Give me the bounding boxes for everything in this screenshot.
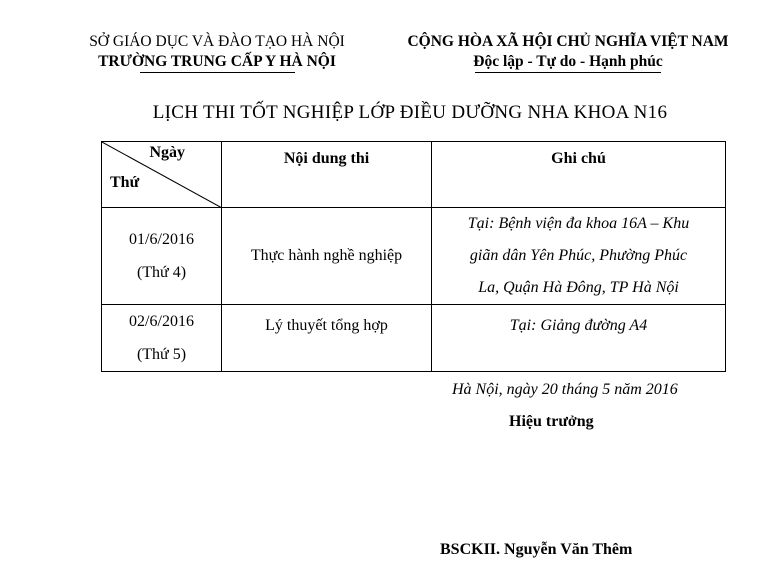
content-cell: Lý thuyết tổng hợp <box>222 305 432 372</box>
table-row <box>102 305 726 372</box>
note-line: Tại: Bệnh viện đa khoa 16A – Khu <box>467 215 690 232</box>
place-date-line: Hà Nội, ngày 20 tháng 5 năm 2016 <box>452 381 678 398</box>
signer-title: Hiệu trưởng <box>509 413 594 430</box>
signer-name: BSCKII. Nguyễn Văn Thêm <box>440 541 633 558</box>
department-name: SỞ GIÁO DỤC VÀ ĐÀO TẠO HÀ NỘI <box>89 33 345 50</box>
note-line: Tại: Giảng đường A4 <box>509 317 648 334</box>
note-line: La, Quận Hà Đông, TP Hà Nội <box>478 279 679 296</box>
exam-date: 02/6/2016 <box>129 313 194 330</box>
table-header-row <box>102 142 726 208</box>
note-header-cell: Ghi chú <box>432 142 726 208</box>
exam-weekday: (Thứ 4) <box>136 264 187 281</box>
exam-date: 01/6/2016 <box>129 231 194 248</box>
school-underline <box>140 72 295 73</box>
note-line: giãn dân Yên Phúc, Phường Phúc <box>469 247 688 264</box>
exam-weekday: (Thứ 5) <box>136 346 187 363</box>
table-row <box>102 208 726 305</box>
motto-underline <box>475 72 661 73</box>
note-cell <box>432 208 726 305</box>
document-title: LỊCH THI TỐT NGHIỆP LỚP ĐIỀU DƯỠNG NHA KHOA N16 <box>152 102 668 123</box>
day-weekday-header-cell <box>102 142 222 208</box>
exam-schedule-table <box>101 141 726 372</box>
national-title: CỘNG HÒA XÃ HỘI CHỦ NGHĨA VIỆT NAM <box>407 33 729 50</box>
day-header-label: Ngày <box>149 144 185 161</box>
content-header-cell: Nội dung thi <box>222 142 432 208</box>
date-cell <box>102 305 222 372</box>
weekday-header-label: Thứ <box>110 174 140 191</box>
content-cell: Thực hành nghề nghiệp <box>222 208 432 305</box>
national-motto: Độc lập - Tự do - Hạnh phúc <box>473 53 663 70</box>
school-name: TRƯỜNG TRUNG CẤP Y HÀ NỘI <box>98 53 336 70</box>
date-cell <box>102 208 222 305</box>
note-cell <box>432 305 726 372</box>
